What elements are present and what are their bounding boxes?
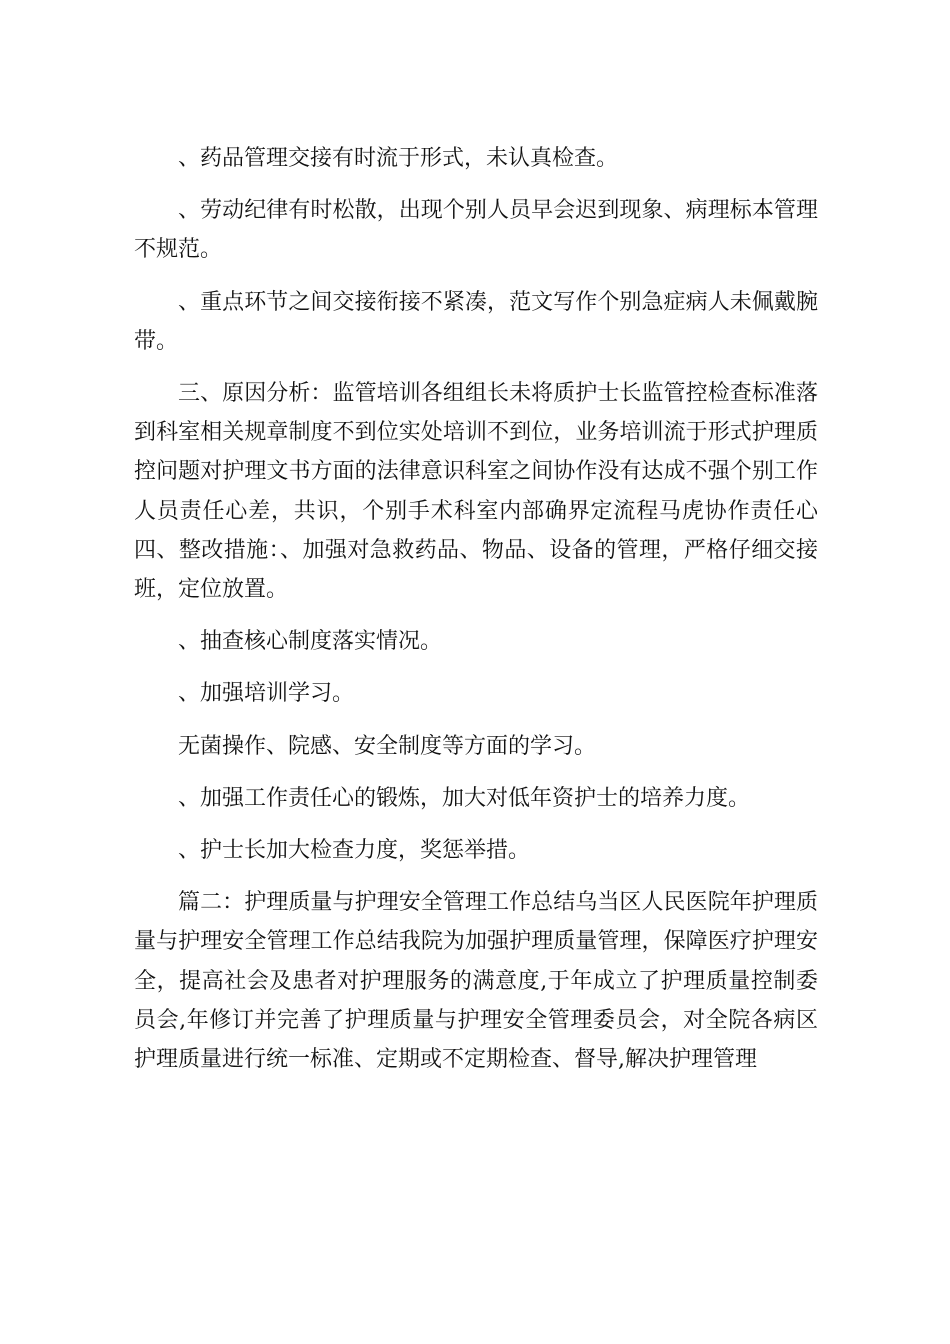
paragraph-key-link-handover: 、重点环节之间交接衔接不紧凑，范文写作个别急症病人未佩戴腕带。 (134, 289, 818, 354)
document-body (134, 139, 818, 1079)
paragraph-part-two-summary: 篇二：护理质量与护理安全管理工作总结乌当区人民医院年护理质量与护理安全管理工作总结我院为加强护理质量管理，保障医疗护理安全，提高社会及患者对护理服务的满意度,于年成立了护理质量控制委员会,年修订并完善了护理质量与护理安全管理委员会，对全院各病区护理质量进行统一标准、定期或不定期检查、督导,解决护理管理 (134, 890, 818, 1073)
paragraph-head-nurse-inspection: 、护士长加大检查力度，奖惩举措。 (178, 838, 531, 864)
paragraph-spot-check: 、抽查核心制度落实情况。 (178, 629, 443, 655)
paragraph-drug-handover: 、药品管理交接有时流于形式，未认真检查。 (178, 146, 619, 171)
paragraph-cause-analysis: 三、原因分析：监管培训各组组长未将质护士长监管控检查标准落到科室相关规章制度不到位实处培训不到位，业务培训流于形式护理质控问题对护理文书方面的法律意识科室之间协作没有达成不强个别工作人员责任心差，共识，个别手术科室内部确界定流程马虎协作责任心四、整改措施：、加强对急救药品、物品、设备的管理，严格仔细交接班，定位放置。 (134, 381, 818, 603)
paragraph-labor-discipline: 、劳动纪律有时松散，出现个别人员早会迟到现象、病理标本管理不规范。 (134, 198, 818, 263)
paragraph-aseptic-operation: 无菌操作、院感、安全制度等方面的学习。 (178, 733, 597, 759)
paragraph-training: 、加强培训学习。 (178, 681, 355, 707)
paragraph-responsibility: 、加强工作责任心的锻炼，加大对低年资护士的培养力度。 (178, 785, 751, 811)
